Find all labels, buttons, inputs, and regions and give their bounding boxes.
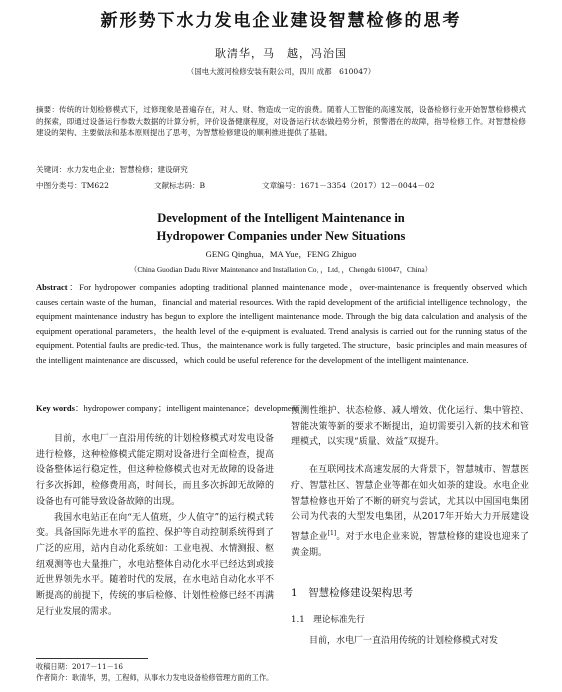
footnote bbox=[36, 661, 526, 683]
body-text: 。对于水电企业来说，智慧检修的建设也迎来了黄金期。 bbox=[291, 531, 529, 558]
body-paragraph: 预测性维护、状态检修、减人增效、优化运行、集中管控、智能决策等新的要求不断提出，迫切需要引入新的技术和管理模式，以实现“质量、效益”双提升。 bbox=[291, 406, 529, 448]
keywords-cn-label: 关键词： bbox=[36, 165, 67, 174]
subsection-heading: 1.1 理论标准先行 bbox=[291, 615, 365, 625]
body-paragraph: 我国水电站正在向“无人值班，少人值守”的运行模式转变。具备国际先进水平的监控、保护等自动控制系统得到了广泛的应用，站内自动化系统如：工业电视、水情测报、枢纽观测等也大量推广，水电站整体自动化水平已经达到或接近世界领先水平。随着时代的发展，在水电站自动化水平不断提高的前提下，传统的事后检修、计划性检修已经不再满足行业发展的需求。 bbox=[36, 512, 274, 617]
body-paragraph: 目前，水电厂一直沿用传统的计划检修模式对发电设备进行检修，这种检修模式能定期对设备进行全面检查，提高设备整体运行稳定性，但这种检修模式也对无故障的设备进行多次拆卸，检修费用高，时间长，而且多次拆卸无故障的设备也有可能导致设备故障的出现。 bbox=[36, 434, 274, 507]
abstract-en bbox=[36, 280, 527, 367]
abstract-en-text: ：For hydropower companies adopting traditional planned maintenance mode，over-maintenance is frequently observed which causes certain waste of the human，financial and material resources. With the rapid development of the artificial intelligence technology，the equipment maintenance industry has begun to explore the intelligent maintenance mode. Through the big data calculation and analysis of the equipment operational parameters，the health level of the e-quipment is evaluated. Trend analysis is carried out for the running status of the equipment. Potential faults are predic-ted. Thus，the maintenance work is fully targeted. The structure，basic principles and main measures of the intelligent maintenance are discussed，which could be useful reference for the development of the intelligent maintenance. bbox=[36, 282, 527, 365]
abstract-cn-text: 传统的计划检修模式下，过修现象是普遍存在，对人、财、物造成一定的浪费。随着人工智能的高速发展，设备检修行业开始智慧检修模式的探索，即通过设备运行参数大数据的计算分析，评价设备健康程度，对设备运行状态做趋势分析，预警潜在的故障，指导检修工作。对智慧检修建设的架构、主要做法和基本原则提出了思考，为智慧检修建设的顺利推进提供了基础。 bbox=[36, 105, 527, 138]
title-en-line2: Hydropower Companies under New Situations bbox=[156, 229, 406, 243]
body-right-column bbox=[291, 404, 529, 561]
title-cn: 新形势下水力发电企业建设智慧检修的思考 bbox=[100, 11, 462, 31]
body-text: 在互联网技术高速发展的大背景下，智慧城市、智慧医疗、智慧社区、智慧企业等都在如火如荼的建设。水电企业智慧检修也开始了不断的研究与尝试，尤其以中国国电集团公司为代表的大型发电集团，从2017年开始大力开展建设智慧企业 bbox=[291, 465, 529, 542]
keywords-en-text: ：hydropower company；intelligent maintenance；development bbox=[74, 403, 299, 413]
title-en bbox=[0, 209, 562, 245]
body-paragraph bbox=[291, 463, 529, 561]
keywords-en-label: Key words bbox=[36, 403, 75, 413]
abstract-cn-label: 摘要： bbox=[36, 105, 59, 114]
keywords-cn-text: 水力发电企业；智慧检修；建设研究 bbox=[66, 165, 188, 174]
authors-cn: 耿清华，马 越，冯治国 bbox=[215, 47, 347, 60]
affiliation-cn: （国电大渡河检修安装有限公司，四川 成都 610047） bbox=[186, 67, 376, 76]
keywords-cn bbox=[36, 164, 526, 176]
body-left-column bbox=[36, 432, 274, 620]
section-heading: 1 智慧检修建设架构思考 bbox=[291, 587, 414, 599]
affiliation-en: （China Guodian Dadu River Maintenance and Installation Co．，Ltd．，Chengdu 610047，China） bbox=[129, 265, 433, 274]
class-number: 中图分类号：TM622 bbox=[36, 181, 109, 190]
title-en-line1: Development of the Intelligent Maintenance in bbox=[157, 211, 405, 225]
abstract-cn bbox=[36, 104, 526, 139]
footnote-received: 收稿日期：2017－11－16 bbox=[36, 662, 123, 671]
body-paragraph: 目前，水电厂一直沿用传统的计划检修模式对发 bbox=[309, 636, 499, 646]
article-number: 文章编号：1671－3354（2017）12－0044－02 bbox=[262, 181, 435, 190]
abstract-en-label: Abstract bbox=[36, 282, 68, 292]
document-code: 文献标志码：B bbox=[154, 181, 206, 190]
footnote-rule bbox=[36, 658, 148, 659]
footnote-author: 作者简介：耿清华，男，工程师，从事水力发电设备检修管理方面的工作。 bbox=[36, 673, 274, 682]
citation-ref: [1] bbox=[327, 529, 337, 537]
authors-en: GENG Qinghua，MA Yue，FENG Zhiguo bbox=[205, 249, 357, 259]
